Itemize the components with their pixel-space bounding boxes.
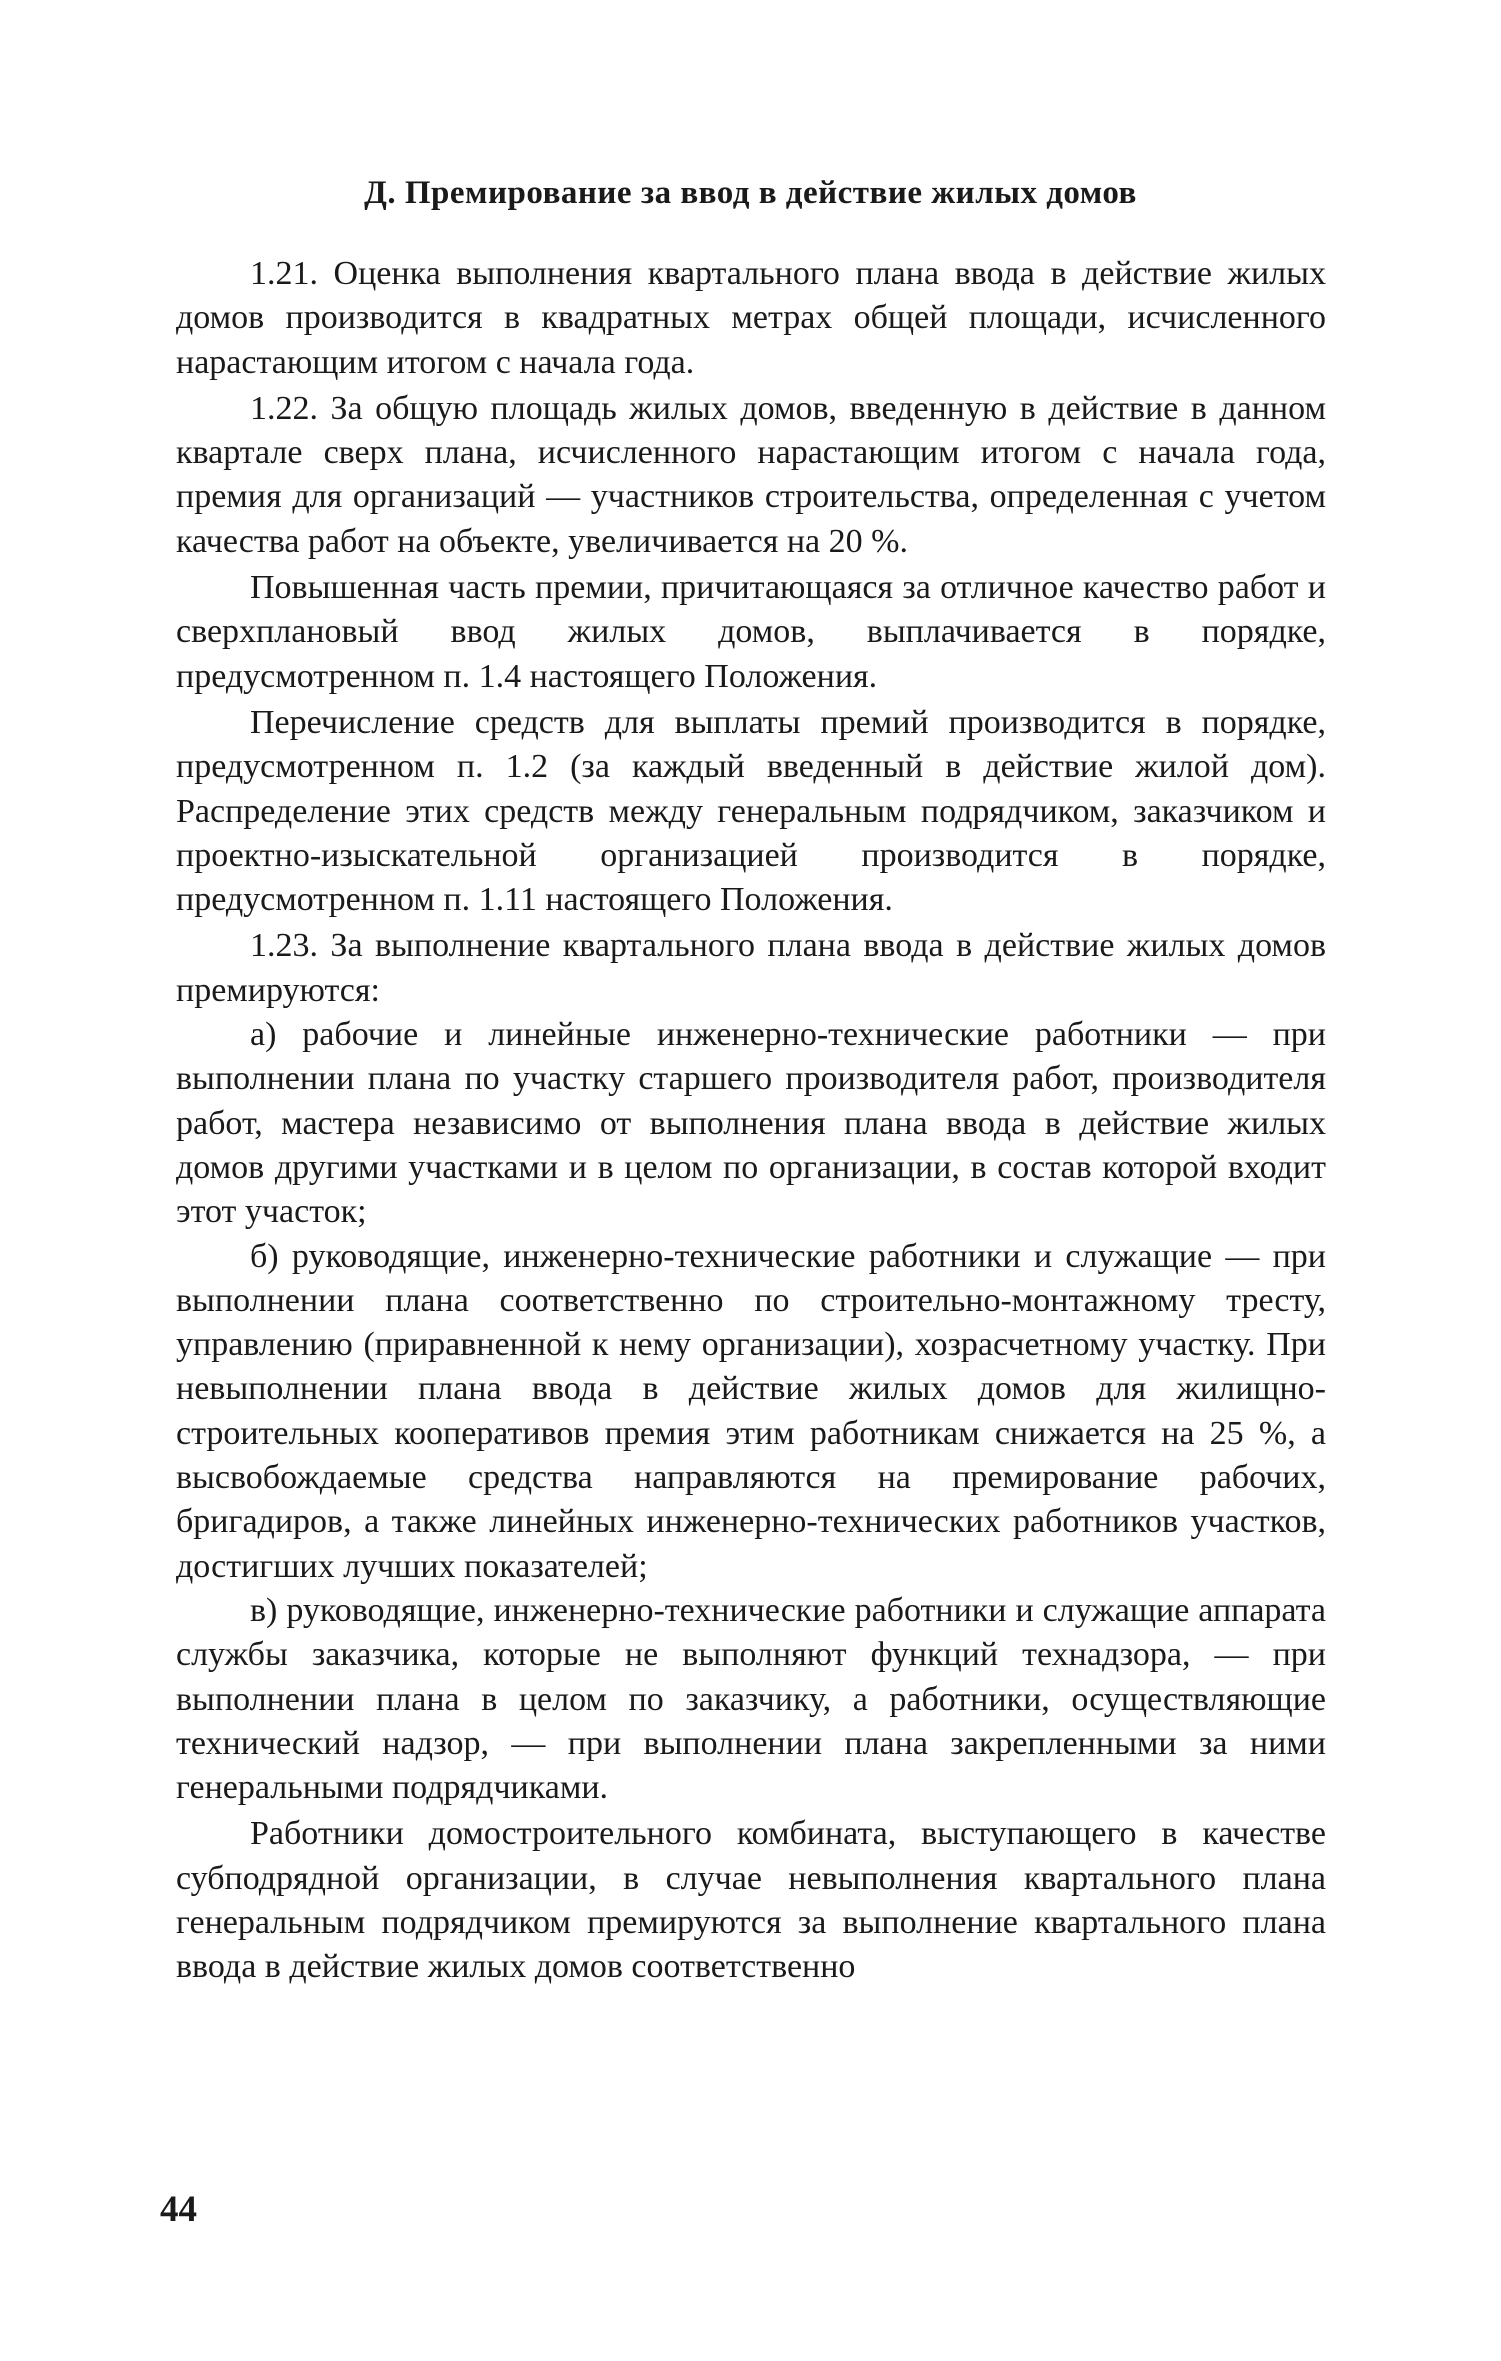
paragraph-1-22: 1.22. За общую площадь жилых домов, введенную в действие в данном квартале сверх плана, исчисленного нарастающим итогом с начала года, премия для организаций — участников строительства, определенная с учетом качества работ на объекте, увеличивается на 20 %. <box>176 389 1326 560</box>
list-item-v: в) руководящие, инженерно-технические работники и служащие аппарата службы заказчика, которые не выполняют функций технадзора, — при выполнении плана в целом по заказчику, а работники, осуществляющие технический надзор, — при выполнении плана закрепленными за ними генеральными подрядчиками. <box>176 1591 1326 1807</box>
list-item-b: б) руководящие, инженерно-технические работники и служащие — при выполнении плана соответственно по строительно-монтажному тресту, управлению (приравненной к нему организации), хозрасчетному участку. При невыполнении плана ввода в действие жилых домов для жилищно-строительных кооперативов премия этим работникам снижается на 25 %, а высвобождаемые средства направляются на премирование рабочих, бригадиров, а также линейных инженерно-технических работников участков, достигших лучших показателей; <box>176 1237 1326 1585</box>
paragraph-1-21: 1.21. Оценка выполнения квартального плана ввода в действие жилых домов производится в квадратных метрах общей площади, исчисленного нарастающим итогом с начала года. <box>176 255 1326 381</box>
list-item-a: а) рабочие и линейные инженерно-технические работники — при выполнении плана по участку старшего производителя работ, производителя работ, мастера независимо от выполнения плана ввода в действие жилых домов другими участками и в целом по организации, в состав которой входит этот участок; <box>176 1016 1326 1231</box>
paragraph-housing-plant: Работники домостроительного комбината, выступающего в качестве субподрядной организации, в случае невыполнения квартального плана генеральным подрядчиком премируются за выполнение квартального плана ввода в действие жилых домов соответственно <box>176 1815 1326 1986</box>
paragraph-1-23: 1.23. За выполнение квартального плана ввода в действие жилых домов премируются: <box>176 927 1326 1009</box>
paragraph-transfer: Перечисление средств для выплаты премий производится в порядке, предусмотренном п. 1.2 (за каждый введенный в действие жилой дом). Распределение этих средств между генеральным подрядчиком, заказчиком и проектно-изыскательной организацией производится в порядке, предусмотренном п. 1.11 настоящего Положения. <box>176 703 1326 919</box>
section-heading: Д. Премирование за ввод в действие жилых домов <box>364 175 1137 211</box>
page-number: 44 <box>160 2189 197 2230</box>
body-text <box>176 252 1326 1990</box>
paragraph-bonus-part: Повышенная часть премии, причитающаяся за отличное качество работ и сверхплановый ввод жилых домов, выплачивается в порядке, предусмотренном п. 1.4 настоящего Положения. <box>176 569 1326 695</box>
